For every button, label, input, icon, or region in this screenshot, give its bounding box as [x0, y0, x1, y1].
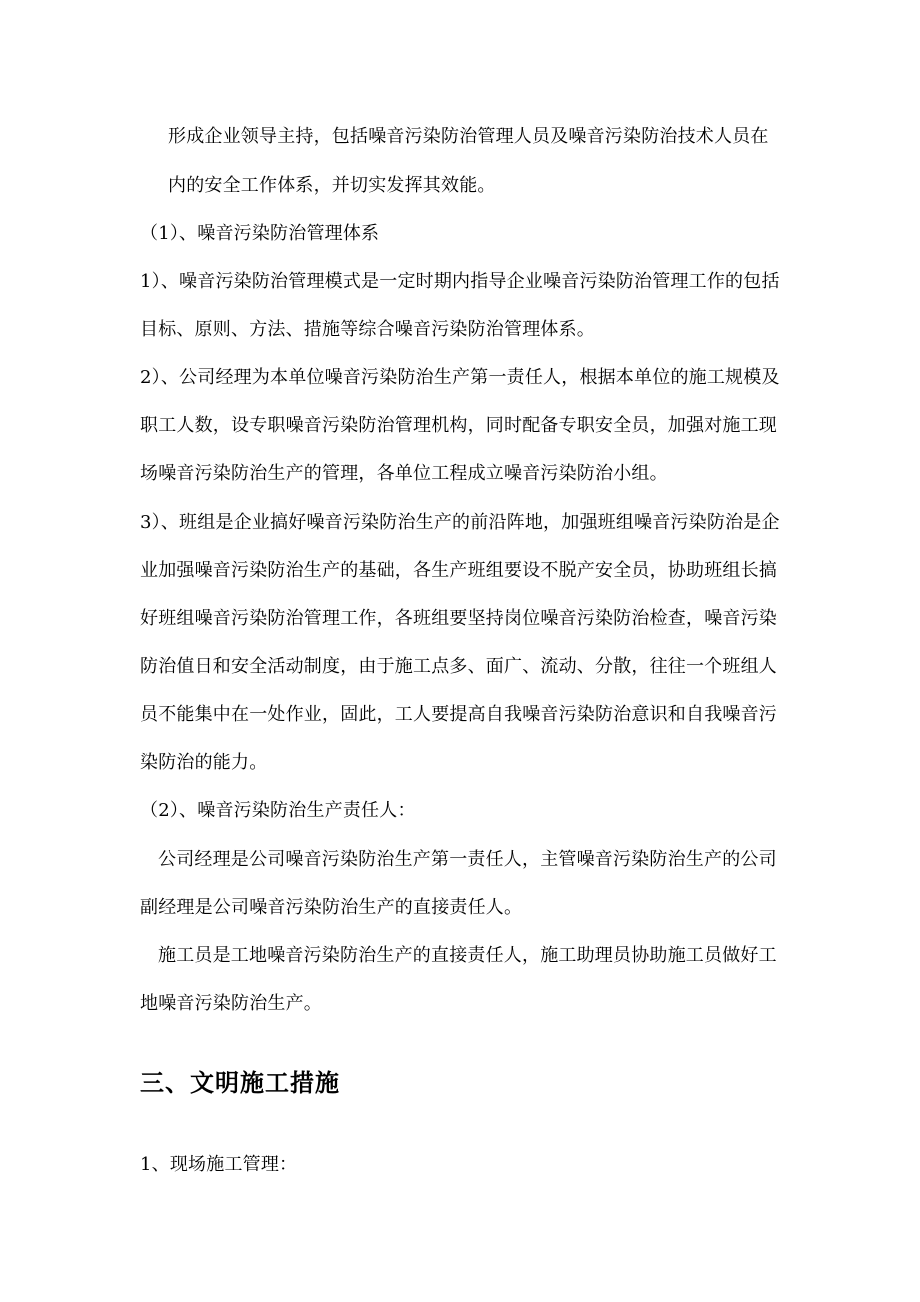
chapter-3-heading: 三、文明施工措施 — [140, 1068, 340, 1097]
item-2-line-2: 职工人数，设专职噪音污染防治管理机构，同时配备专职安全员，加强对施工现 — [140, 415, 777, 436]
manager-paragraph-line-1: 公司经理是公司噪音污染防治生产第一责任人，主管噪音污染防治生产的公司 — [158, 849, 777, 870]
site-paragraph-line-1: 施工员是工地噪音污染防治生产的直接责任人，施工助理员协助施工员做好工 — [158, 945, 777, 966]
intro-line-1: 形成企业领导主持，包括噪音污染防治管理人员及噪音污染防治技术人员在 — [168, 126, 769, 147]
manager-paragraph-line-2: 副经理是公司噪音污染防治生产的直接责任人。 — [140, 897, 523, 918]
item-3-line-5: 员不能集中在一处作业，固此，工人要提高自我噪音污染防治意识和自我噪音污 — [140, 704, 777, 725]
item-3-line-1: 3）、班组是企业搞好噪音污染防治生产的前沿阵地，加强班组噪音污染防治是企 — [140, 512, 780, 533]
item-3-line-2: 业加强噪音污染防治生产的基础，各生产班组要设不脱产安全员，协助班组长搞 — [140, 560, 777, 581]
item-2-line-1: 2）、公司经理为本单位噪音污染防治生产第一责任人，根据本单位的施工规模及 — [140, 367, 780, 388]
site-paragraph-line-2: 地噪音污染防治生产。 — [140, 993, 322, 1014]
item-1-line-1: 1）、噪音污染防治管理模式是一定时期内指导企业噪音污染防治管理工作的包括 — [140, 271, 780, 292]
item-1-line-2: 目标、原则、方法、措施等综合噪音污染防治管理体系。 — [140, 319, 595, 340]
item-3-line-4: 防治值日和安全活动制度，由于施工点多、面广、流动、分散，往往一个班组人 — [140, 656, 777, 677]
intro-line-2: 内的安全工作体系，并切实发挥其效能。 — [168, 175, 496, 196]
item-3-line-3: 好班组噪音污染防治管理工作，各班组要坚持岗位噪音污染防治检查，噪音污染 — [140, 608, 777, 629]
item-3-line-6: 染防治的能力。 — [140, 752, 268, 773]
item-2-line-3: 场噪音污染防治生产的管理，各单位工程成立噪音污染防治小组。 — [140, 463, 668, 484]
site-management-item: 1、现场施工管理： — [140, 1154, 298, 1175]
section-1-title: （1）、噪音污染防治管理体系 — [140, 223, 380, 244]
section-2-title: （2）、噪音污染防治生产责任人： — [140, 800, 416, 821]
